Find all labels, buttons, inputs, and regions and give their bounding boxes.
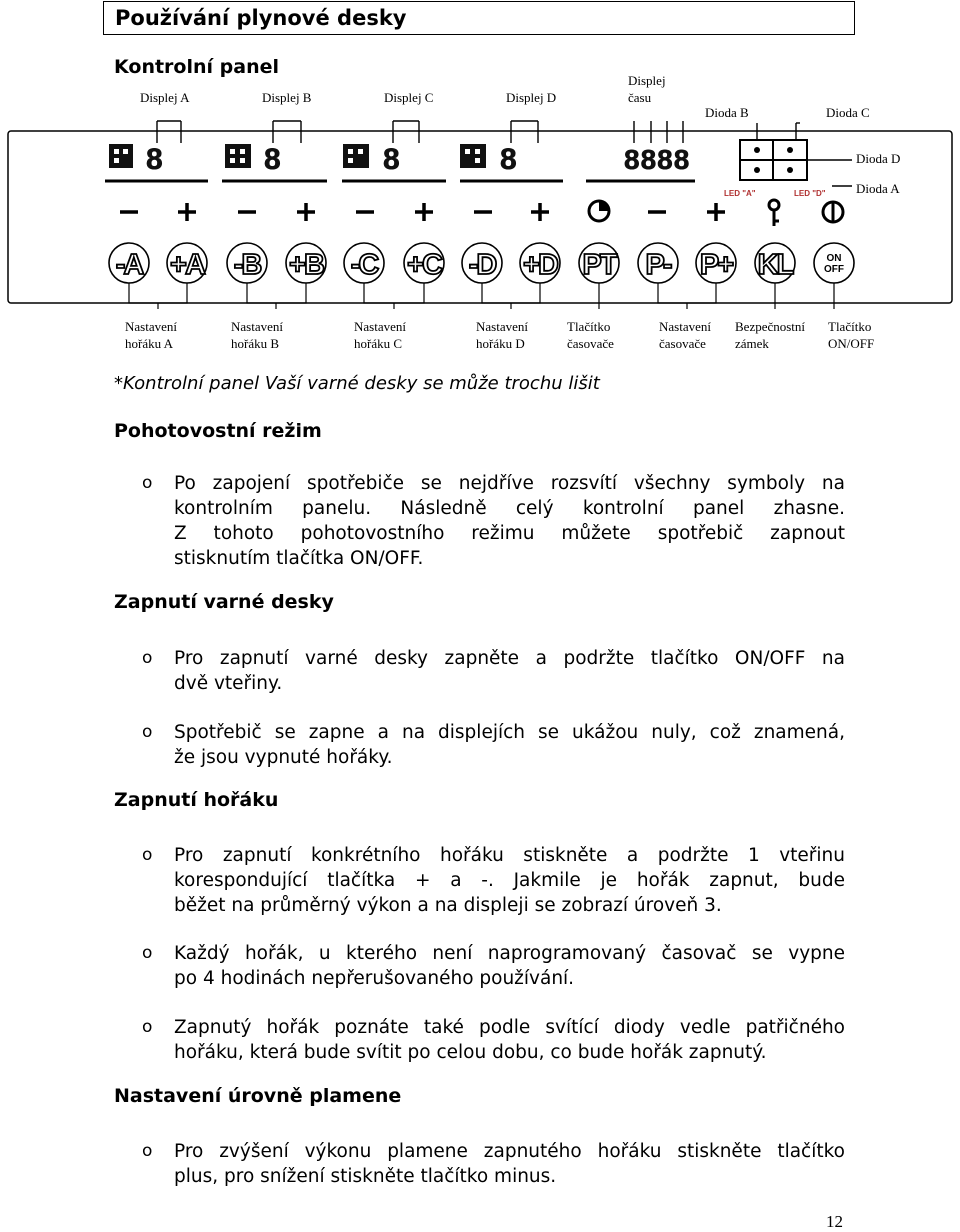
bottom-label-7-line-2: ON/OFF xyxy=(828,336,875,351)
led-d-label: LED "D" xyxy=(794,189,826,198)
display-group-b xyxy=(225,144,251,168)
bottom-label-3-line-2: hořáku D xyxy=(476,336,525,351)
bullet-marker: o xyxy=(142,845,153,865)
bottom-brackets xyxy=(129,283,834,309)
display-time: 8888 xyxy=(624,144,691,175)
section-0-bullet-0-line-0: Po zapojení spotřebiče se nejdříve rozsvítí všechny symboly na xyxy=(174,473,845,494)
bottom-label-1-line-1: Nastavení xyxy=(231,319,283,334)
label-dioda-d: Dioda D xyxy=(856,151,901,166)
bottom-label-6-line-1: Bezpečnostní xyxy=(735,319,806,334)
button-label-pt-8[interactable]: PT xyxy=(582,249,616,281)
panel-heading: Kontrolní panel xyxy=(114,56,279,78)
button-label-onoff-0[interactable]: ON xyxy=(826,253,842,264)
bottom-label-5-line-2: časovače xyxy=(659,336,706,351)
section-3-bullet-0-line-1: plus, pro snížení stiskněte tlačítko minus. xyxy=(174,1166,557,1187)
bullet-marker: o xyxy=(142,648,153,668)
section-heading-2: Zapnutí hořáku xyxy=(114,789,279,811)
panel-note: *Kontrolní panel Vaší varné desky se může trochu lišit xyxy=(114,373,600,394)
bottom-label-0-line-1: Nastavení xyxy=(125,319,177,334)
bottom-label-5-line-1: Nastavení xyxy=(659,319,711,334)
page-number: 12 xyxy=(826,1212,843,1231)
button-label-b-2[interactable]: -B xyxy=(233,249,261,281)
bottom-label-3-line-1: Nastavení xyxy=(476,319,528,334)
button-label-kl-11[interactable]: KL xyxy=(757,249,793,281)
display-group-a xyxy=(109,144,133,168)
section-heading-1: Zapnutí varné desky xyxy=(114,591,334,613)
label-dioda-c: Dioda C xyxy=(826,105,870,120)
section-2-bullet-2-line-0: Zapnutý hořák poznáte také podle svítící diody vedle patřičného xyxy=(174,1017,845,1038)
section-heading-3: Nastavení úrovně plamene xyxy=(114,1085,402,1107)
label-displej-c: Displej C xyxy=(384,90,434,105)
bottom-label-1-line-2: hořáku B xyxy=(231,336,280,351)
label-dioda-b: Dioda B xyxy=(705,105,749,120)
section-0-bullet-0-line-2: Z tohoto pohotovostního režimu můžete spotřebič zapnout xyxy=(174,523,845,544)
button-label-p-10[interactable]: P+ xyxy=(699,249,733,281)
bottom-label-4-line-1: Tlačítko xyxy=(567,319,611,334)
section-3-bullet-0-line-0: Pro zvýšení výkonu plamene zapnutého hořáku stiskněte tlačítko xyxy=(174,1141,845,1162)
display-group-d xyxy=(460,144,486,168)
section-1-bullet-1-line-0: Spotřebič se zapne a na displejích se ukážou nuly, což znamená, xyxy=(174,722,845,743)
bottom-label-2-line-1: Nastavení xyxy=(354,319,406,334)
button-label-d-6[interactable]: -D xyxy=(468,249,496,281)
section-2-bullet-1-line-0: Každý hořák, u kterého není naprogramovaný časovač se vypne xyxy=(174,943,845,964)
key-icon xyxy=(769,200,779,226)
bottom-label-7-line-1: Tlačítko xyxy=(828,319,872,334)
bullet-marker: o xyxy=(142,473,153,493)
label-displej-d: Displej D xyxy=(506,90,557,105)
display-group-c xyxy=(343,144,369,168)
button-label-a-0[interactable]: -A xyxy=(115,249,143,281)
section-2-bullet-0-line-1: korespondující tlačítka + a -. Jakmile je hořák zapnut, bude xyxy=(174,870,845,891)
bullet-marker: o xyxy=(142,1141,153,1161)
bottom-label-6-line-2: zámek xyxy=(735,336,769,351)
button-label-d-7[interactable]: +D xyxy=(523,249,557,281)
section-1-bullet-0-line-1: dvě vteřiny. xyxy=(174,673,283,694)
section-2-bullet-1-line-1: po 4 hodinách nepřerušovaného používání. xyxy=(174,968,575,989)
button-label-c-4[interactable]: -C xyxy=(350,249,378,281)
bullet-marker: o xyxy=(142,1017,153,1037)
bottom-label-4-line-2: časovače xyxy=(567,336,614,351)
power-icon xyxy=(823,201,843,223)
button-label-c-5[interactable]: +C xyxy=(407,249,441,281)
label-displej-casu-2: času xyxy=(628,90,652,105)
section-1-bullet-0-line-0: Pro zapnutí varné desky zapněte a podržte tlačítko ON/OFF na xyxy=(174,648,845,669)
label-dioda-a: Dioda A xyxy=(856,181,900,196)
bullet-marker: o xyxy=(142,943,153,963)
button-label-b-3[interactable]: +B xyxy=(289,249,323,281)
button-label-a-1[interactable]: +A xyxy=(170,249,204,281)
label-displej-casu-1: Displej xyxy=(628,73,666,88)
led-a-label: LED "A" xyxy=(724,189,756,198)
section-0-bullet-0-line-1: kontrolním panelu. Následně celý kontrolní panel zhasne. xyxy=(174,498,845,519)
bottom-label-0-line-2: hořáku A xyxy=(125,336,174,351)
label-displej-b: Displej B xyxy=(262,90,312,105)
page-title: Používání plynové desky xyxy=(115,6,407,30)
pm-symbols xyxy=(120,203,725,221)
section-heading-0: Pohotovostní režim xyxy=(114,420,322,442)
button-label-onoff-1[interactable]: OFF xyxy=(824,264,844,275)
section-0-bullet-0-line-3: stisknutím tlačítka ON/OFF. xyxy=(174,548,424,569)
led-grid xyxy=(724,140,826,198)
section-1-bullet-1-line-1: že jsou vypnuté hořáky. xyxy=(174,747,393,768)
section-2-bullet-0-line-0: Pro zapnutí konkrétního hořáku stiskněte a podržte 1 vteřinu xyxy=(174,845,845,866)
display-digit-d: 8 xyxy=(500,143,517,176)
section-2-bullet-2-line-1: hořáku, která bude svítit po celou dobu, co bude hořák zapnutý. xyxy=(174,1042,767,1063)
display-digit-a: 8 xyxy=(146,143,163,176)
button-label-p-9[interactable]: P- xyxy=(645,249,671,281)
display-digit-c: 8 xyxy=(383,143,400,176)
bullet-marker: o xyxy=(142,722,153,742)
label-displej-a: Displej A xyxy=(140,90,190,105)
section-2-bullet-0-line-2: běžet na průměrný výkon a na displeji se zobrazí úroveň 3. xyxy=(174,895,722,916)
display-digit-b: 8 xyxy=(264,143,281,176)
bottom-label-2-line-2: hořáku C xyxy=(354,336,403,351)
control-panel-diagram xyxy=(0,0,960,310)
timer-icon xyxy=(589,201,609,221)
